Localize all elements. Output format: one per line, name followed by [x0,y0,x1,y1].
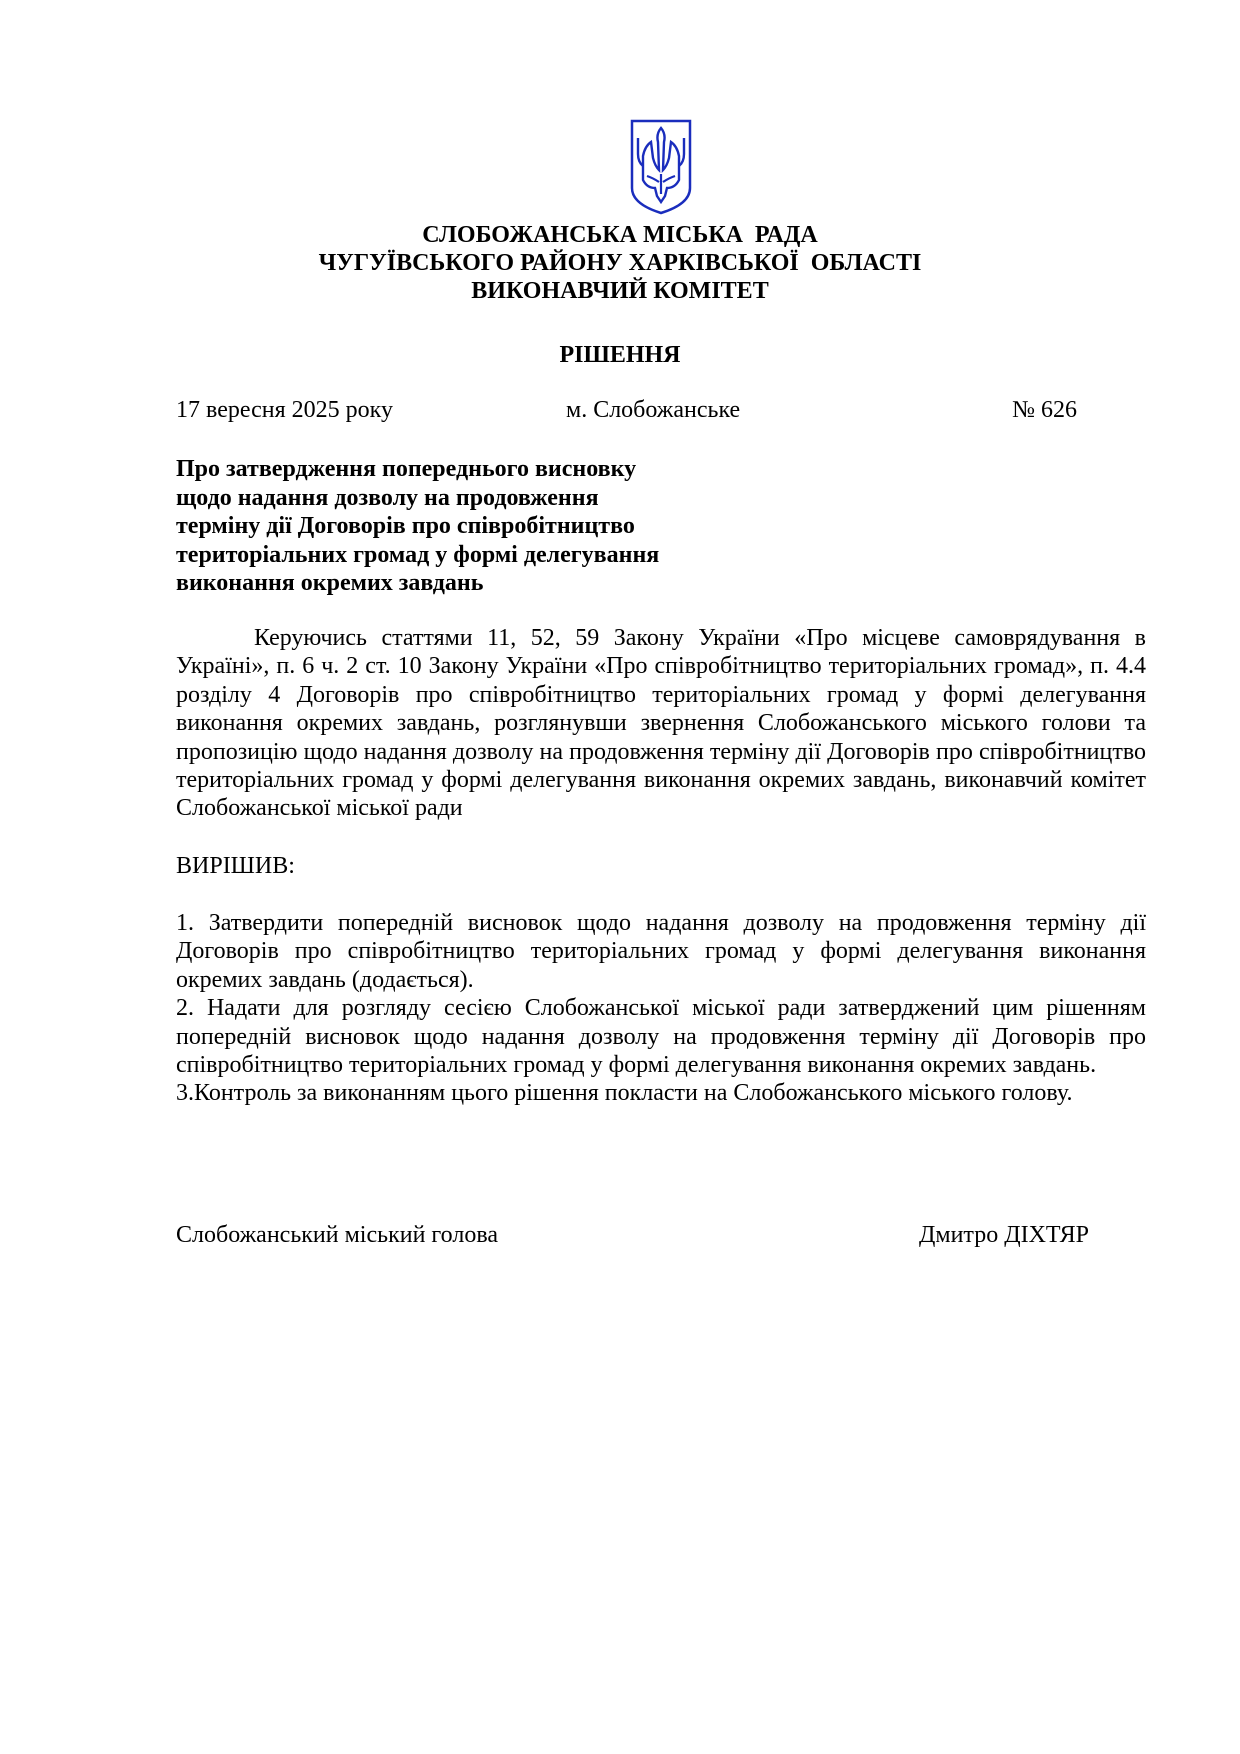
subject-line: Про затвердження попереднього висновку [176,456,637,482]
header-council-name: СЛОБОЖАНСЬКА МІСЬКА РАДА [422,222,818,248]
decision-item: 2. Надати для розгляду сесією Слобожанської міської ради затверджений цим рішенням попередній висновок щодо надання дозволу на продовження терміну дії Договорів про співробітництво територіальних громад у формі делегування виконання окремих завдань. [176,995,1146,1079]
decision-item: 1. Затвердити попередній висновок щодо надання дозволу на продовження терміну дії Договорів про співробітництво територіальних громад у формі делегування виконання окремих завдань (додається). [176,910,1146,993]
subject-line: виконання окремих завдань [176,570,484,596]
subject-line: терміну дії Договорів про співробітництво [176,513,635,539]
header-committee: ВИКОНАВЧИЙ КОМІТЕТ [471,278,769,304]
subject-line: щодо надання дозволу на продовження [176,484,599,511]
decision-items [176,909,1146,1108]
trident-emblem-icon [629,118,693,216]
header-district: ЧУГУЇВСЬКОГО РАЙОНУ ХАРКІВСЬКОЇ ОБЛАСТІ [318,250,922,276]
signatory-name: Дмитро ДІХТЯР [919,1222,1089,1248]
subject-line: територіальних громад у формі делегування [176,541,660,568]
preamble-paragraph: Керуючись статтями 11, 52, 59 Закону України «Про місцеве самоврядування в Україні», п. 6 ч. 2 ст. 10 Закону України «Про співробітництво територіальних громад», п. 4.4 розділу 4 Договорів про співробітництво територіальних громад у формі делегування виконання окремих завдань, розглянувши звернення Слобожанського міського голови та пропозицію щодо надання дозволу на продовження терміну дії Договорів про співробітництво територіальних громад у формі делегування виконання окремих завдань, виконавчий комітет Слобожанської міської ради [176,625,1146,822]
decision-item: 3.Контроль за виконанням цього рішення покласти на Слобожанського міського голову. [176,1080,1073,1107]
decided-heading: ВИРІШИВ: [176,853,295,879]
decision-subject [176,455,736,598]
document-number: № 626 [1012,397,1077,423]
signature-block [176,1221,1089,1251]
document-meta [176,396,1077,426]
document-title: РІШЕННЯ [559,342,681,368]
document-date: 17 вересня 2025 року [176,397,393,423]
document-place: м. Слобожанське [566,397,741,423]
council-header [0,221,1240,305]
signatory-title: Слобожанський міський голова [176,1222,498,1248]
